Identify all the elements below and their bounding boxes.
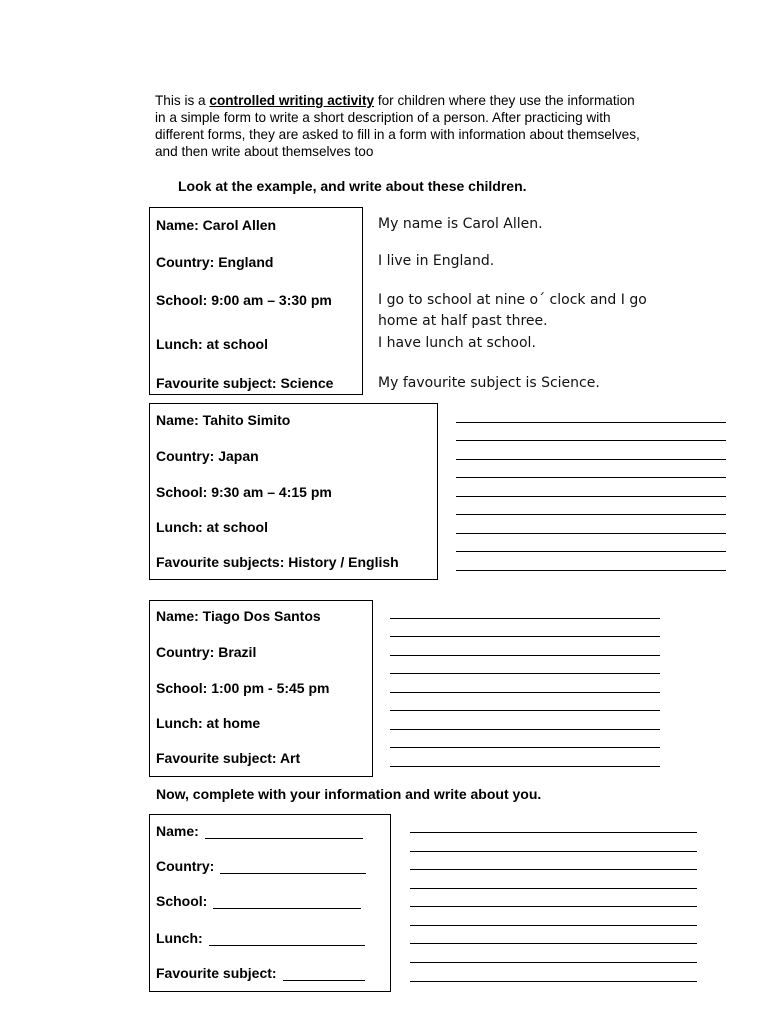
writing-line — [390, 692, 660, 693]
intro-suffix: for children where they use the information in a simple form to write a short description of a person. After practicing with different forms, they are asked to fill in a form with information about themselves, and then write about themselves too — [155, 93, 640, 159]
writing-line — [456, 477, 726, 478]
writing-line — [390, 747, 660, 748]
self-subject-label: Favourite subject: — [156, 965, 277, 981]
self-name-field — [156, 823, 363, 839]
self-form-box — [149, 814, 391, 992]
child2-form-box — [149, 600, 373, 777]
self-school-field — [156, 893, 361, 909]
self-lunch-blank[interactable] — [209, 945, 365, 946]
example-country-field: Country: England — [156, 254, 274, 270]
self-subject-blank[interactable] — [283, 980, 365, 981]
intro-paragraph — [155, 92, 645, 160]
intro-prefix: This is a — [155, 93, 210, 108]
child1-subject-field: Favourite subjects: History / English — [156, 554, 399, 570]
writing-line — [456, 570, 726, 571]
instruction-heading: Look at the example, and write about these children. — [178, 178, 527, 194]
writing-line — [390, 655, 660, 656]
writing-line — [456, 514, 726, 515]
writing-line — [410, 925, 697, 926]
self-country-field — [156, 858, 366, 874]
child2-subject-field: Favourite subject: Art — [156, 750, 301, 766]
example-sentence-name: My name is Carol Allen. — [378, 216, 543, 232]
writing-line — [456, 551, 726, 552]
writing-line — [390, 766, 660, 767]
example-sentence-country: I live in England. — [378, 253, 495, 269]
self-country-blank[interactable] — [220, 873, 366, 874]
child1-country-field: Country: Japan — [156, 448, 259, 464]
writing-line — [456, 440, 726, 441]
example-sentence-subject: My favourite subject is Science. — [378, 375, 600, 391]
writing-line — [410, 869, 697, 870]
writing-line — [456, 533, 726, 534]
example-name-field: Name: Carol Allen — [156, 217, 277, 233]
writing-line — [390, 710, 660, 711]
child1-school-field: School: 9:30 am – 4:15 pm — [156, 484, 332, 500]
child2-lunch-field: Lunch: at home — [156, 715, 261, 731]
writing-line — [410, 981, 697, 982]
child2-school-field: School: 1:00 pm - 5:45 pm — [156, 680, 330, 696]
child1-form-box — [149, 403, 438, 580]
self-subject-field — [156, 965, 365, 981]
self-name-label: Name: — [156, 823, 199, 839]
self-name-blank[interactable] — [205, 838, 363, 839]
self-country-label: Country: — [156, 858, 215, 874]
self-school-blank[interactable] — [213, 908, 361, 909]
example-subject-field: Favourite subject: Science — [156, 375, 334, 391]
writing-line — [390, 729, 660, 730]
writing-line — [390, 618, 660, 619]
child2-name-field: Name: Tiago Dos Santos — [156, 608, 321, 624]
self-lunch-field — [156, 930, 365, 946]
intro-highlight: controlled writing activity — [209, 93, 375, 108]
child1-name-field: Name: Tahito Simito — [156, 412, 291, 428]
writing-line — [456, 459, 726, 460]
instruction-self-heading: Now, complete with your information and write about you. — [156, 786, 542, 802]
example-sentence-school-1: I go to school at nine o´ clock and I go — [378, 292, 647, 308]
writing-line — [390, 673, 660, 674]
writing-line — [456, 496, 726, 497]
child2-country-field: Country: Brazil — [156, 644, 257, 660]
writing-line — [410, 832, 697, 833]
example-school-field: School: 9:00 am – 3:30 pm — [156, 292, 332, 308]
self-school-label: School: — [156, 893, 208, 909]
writing-line — [456, 422, 726, 423]
writing-line — [410, 851, 697, 852]
writing-line — [410, 888, 697, 889]
writing-line — [390, 636, 660, 637]
self-lunch-label: Lunch: — [156, 930, 203, 946]
example-lunch-field: Lunch: at school — [156, 336, 268, 352]
example-form-box — [149, 207, 363, 395]
writing-line — [410, 943, 697, 944]
writing-line — [410, 962, 697, 963]
example-sentence-school-2: home at half past three. — [378, 313, 548, 329]
child1-lunch-field: Lunch: at school — [156, 519, 268, 535]
writing-line — [410, 906, 697, 907]
example-sentence-lunch: I have lunch at school. — [378, 335, 536, 351]
